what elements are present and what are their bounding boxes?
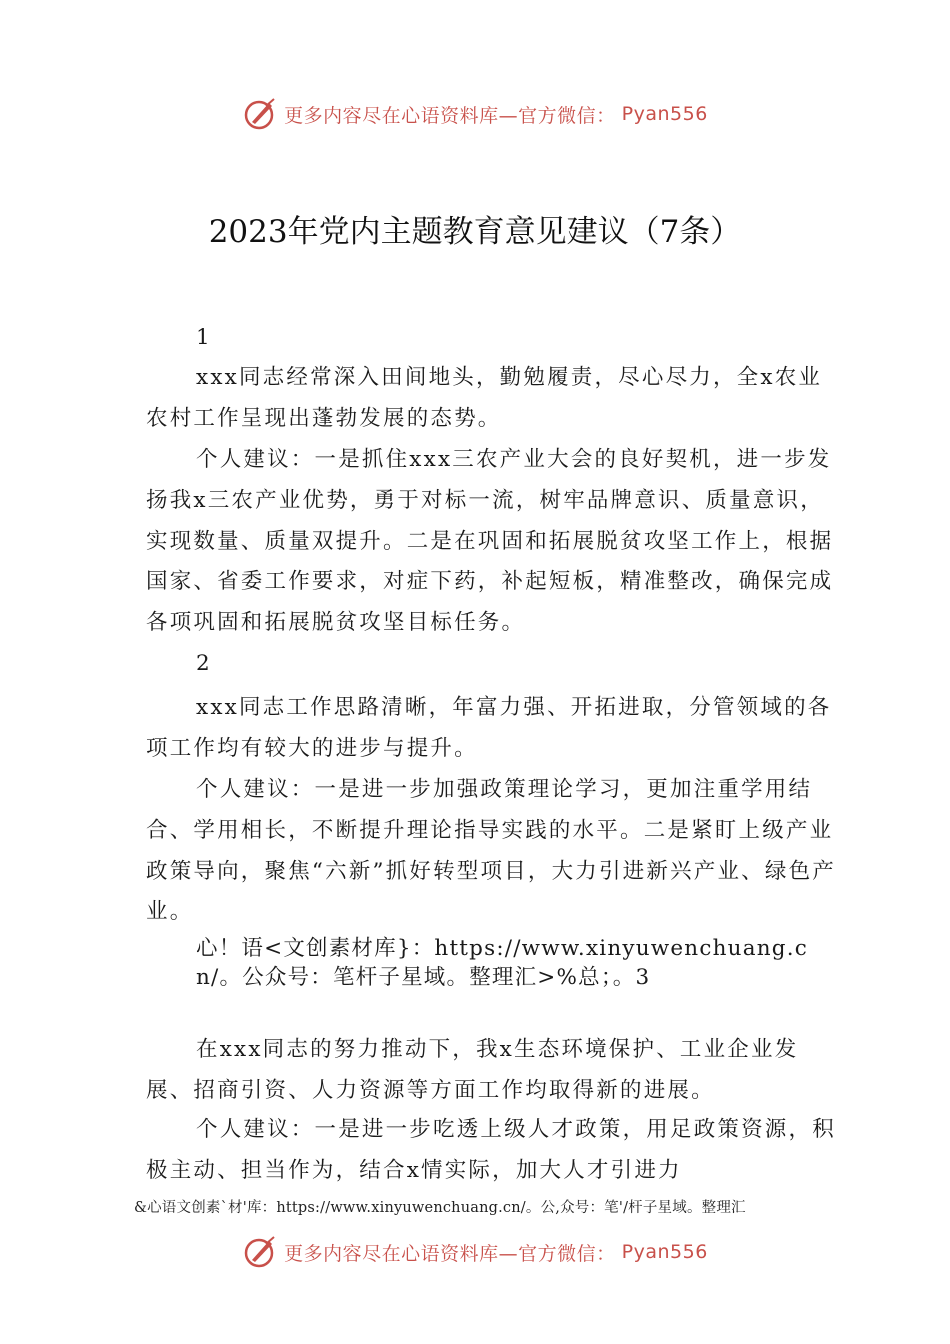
section-number: 1: [196, 325, 210, 350]
banner-wechat-id: Pyan556: [621, 1241, 708, 1263]
paragraph: 在xxx同志的努力推动下，我x生态环境保护、工业企业发展、招商引资、人力资源等方面工作均取得新的进展。: [146, 1037, 799, 1103]
quill-logo-icon: [242, 1234, 278, 1270]
quill-logo-icon: [242, 96, 278, 132]
paragraph: xxx同志经常深入田间地头，勤勉履责，尽心尽力，全x农业农村工作呈现出蓬勃发展的态势。: [146, 365, 823, 431]
paragraph: 个人建议：一是抓住xxx三农产业大会的良好契机，进一步发扬我x三农产业优势，勇于对标一流，树牢品牌意识、质量意识，实现数量、质量双提升。二是在巩固和拓展脱贫攻坚工作上，根据国家、省委工作要求，对症下药，补起短板，精准整改，确保完成各项巩固和拓展脱贫攻坚目标任务。: [146, 447, 834, 636]
section-number: 2: [196, 651, 210, 676]
banner-wechat-id: Pyan556: [621, 103, 708, 125]
top-banner: [0, 94, 950, 134]
banner-text: 更多内容尽在心语资料库—官方微信：: [284, 104, 616, 127]
footer-watermark-text: &心语文创素`材'库：https://www.xinyuwenchuang.cn/。公,众号：笔'/杆子星域。整理汇: [134, 1200, 746, 1216]
paragraph: 个人建议：一是进一步加强政策理论学习，更加注重学用结合、学用相长，不断提升理论指导实践的水平。二是紧盯上级产业政策导向，聚焦“六新”抓好转型项目，大力引进新兴产业、绿色产业。: [146, 777, 836, 925]
banner-text: 更多内容尽在心语资料库—官方微信：: [284, 1242, 616, 1265]
paragraph: 个人建议：一是进一步吃透上级人才政策，用足政策资源，积极主动、担当作为，结合x情实际，加大人才引进力: [146, 1117, 836, 1183]
bottom-banner: [0, 1232, 950, 1272]
source-line: 心！语<文创素材库}：https://www.xinyuwenchuang.cn/。公众号：笔杆子星域。整理汇>%总；。3: [196, 936, 808, 990]
paragraph: xxx同志工作思路清晰，年富力强、开拓进取，分管领域的各项工作均有较大的进步与提升。: [146, 695, 832, 761]
page-title: 2023年党内主题教育意见建议（7条）: [208, 214, 742, 250]
